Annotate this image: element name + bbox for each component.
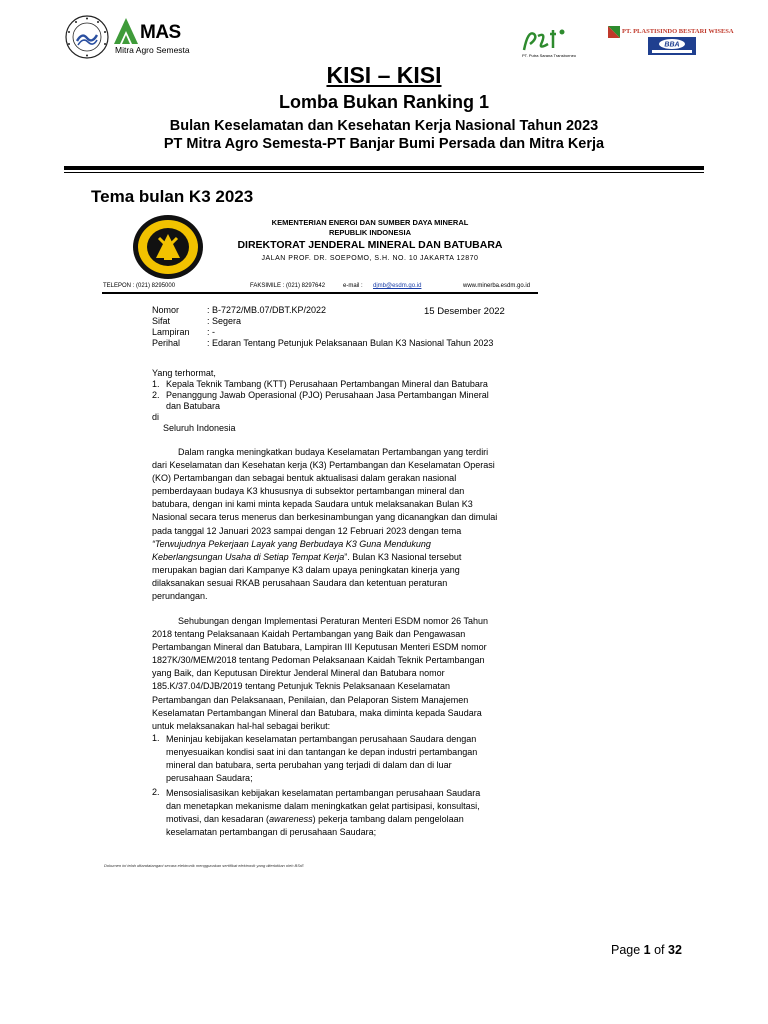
awareness-term: awareness bbox=[269, 814, 313, 825]
addressee-item-2-line1: Penanggung Jawab Operasional (PJO) Perusahaan Jasa Pertambangan Mineral bbox=[166, 390, 489, 400]
paragraph-1-line: batubara, dengan ini kami minta kepada Saudara untuk melaksanakan Bulan K3 bbox=[152, 499, 473, 510]
paragraph-2-line: Sehubungan dengan Implementasi Peraturan Menteri ESDM nomor 26 Tahun bbox=[178, 616, 489, 626]
paragraph-2-line: 1827K/30/MEM/2018 tentang Pedoman Pelaksanaan Kaidah Teknik Pertambangan bbox=[152, 655, 485, 666]
addressee-di: di bbox=[152, 412, 160, 422]
sifat-value: : Segera bbox=[207, 316, 242, 326]
letterhead-country: REPUBLIK INDONESIA bbox=[328, 228, 412, 237]
perihal-value: : Edaran Tentang Petunjuk Pelaksanaan Bulan K3 Nasional Tahun 2023 bbox=[207, 338, 494, 348]
list-number-1: 1. bbox=[152, 733, 160, 743]
letterhead-directorate: DIREKTORAT JENDERAL MINERAL DAN BATUBARA bbox=[237, 239, 503, 251]
list-item-2-text-b: ) pekerja tambang dalam pengelolaan bbox=[312, 814, 464, 825]
nomor-label: Nomor bbox=[152, 305, 180, 315]
pst-tagline: PT. Putra Sarana Transborneo bbox=[522, 53, 577, 58]
list-item-2-line: keselamatan pertambangan di perusahaan Saudara; bbox=[166, 827, 377, 838]
letterhead-ministry: KEMENTERIAN ENERGI DAN SUMBER DAYA MINERAL bbox=[271, 218, 469, 227]
page-current: 1 bbox=[643, 943, 651, 957]
page-prefix: Page bbox=[611, 943, 644, 957]
letterhead-email-link[interactable]: djmb@esdm.go.id bbox=[373, 283, 422, 289]
paragraph-1-line: Nasional secara terus menerus dan berkesinambungan yang dicanangkan dan dimulai bbox=[152, 512, 498, 523]
lampiran-value: : - bbox=[207, 327, 215, 337]
letter-date: 15 Desember 2022 bbox=[424, 306, 505, 317]
paragraph-1-line: merupakan bagian dari Kampanye K3 dalam upaya peningkatan kinerja yang bbox=[152, 564, 460, 575]
paragraph-1-theme-line-2 bbox=[152, 551, 502, 564]
list-item-2-text-a: motivasi, dan kesadaran ( bbox=[166, 814, 270, 825]
letterhead-website: www.minerba.esdm.go.id bbox=[463, 283, 531, 289]
paragraph-1-line: dari Keselamatan dan Kesehatan kerja (K3) Pertambangan dan Keselamatan Operasi bbox=[152, 460, 495, 471]
paragraph-1-theme-line: “Terwujudnya Pekerjaan Layak yang Berbudaya K3 Guna Mendukung bbox=[152, 538, 431, 549]
theme-text: Keberlangsungan Usaha di Setiap Tempat Kerja bbox=[152, 551, 345, 562]
list-item-1 bbox=[166, 733, 502, 785]
greeting: Yang terhormat, bbox=[152, 368, 216, 378]
list-item-2-line bbox=[166, 813, 502, 826]
event-title: Bulan Keselamatan dan Kesehatan Kerja Nasional Tahun 2023 bbox=[169, 118, 599, 134]
theme-suffix: ”. Bulan K3 Nasional tersebut bbox=[344, 551, 462, 562]
letterhead-divider bbox=[102, 292, 538, 294]
letterhead-email-label: e-mail : bbox=[343, 283, 363, 289]
esdm-emblem-icon bbox=[132, 214, 204, 280]
perihal-label: Perihal bbox=[152, 338, 181, 348]
paragraph-2-line: Pertambangan Mineral dan Batubara, Lampiran III Keputusan Menteri ESDM nomor bbox=[152, 642, 487, 653]
paragraph-2 bbox=[152, 615, 502, 733]
addressee-item-2-line2: dan Batubara bbox=[166, 401, 221, 411]
paragraph-1-line: Dalam rangka meningkatkan budaya Keselamatan Pertambangan yang terdiri bbox=[178, 447, 489, 457]
page-total: 32 bbox=[668, 943, 682, 957]
svg-text:BBA: BBA bbox=[664, 41, 680, 49]
letterhead-phone: TELEPON : (021) 8295000 bbox=[103, 283, 176, 289]
header-divider-thin bbox=[64, 172, 704, 173]
paragraph-2-line: Pertambangan dan Pelaksanaan, Penilaian, dan Pelaporan Sistem Manajemen bbox=[152, 694, 469, 705]
header-divider bbox=[64, 166, 704, 170]
lampiran-label: Lampiran bbox=[152, 327, 190, 337]
list-number-2: 2. bbox=[152, 787, 160, 797]
list-item-1-line: mineral dan batubara, serta perubahan yang terjadi di dalam dan di luar bbox=[166, 760, 452, 771]
letterhead-fax: FAKSIMILE : (021) 8297642 bbox=[250, 283, 326, 289]
paragraph-1-line: (KO) Pertambangan dan sebagai bentuk aktualisasi dalam gerakan nasional bbox=[152, 473, 457, 484]
paragraph-1-line: perundangan. bbox=[152, 591, 208, 602]
addressee-num-1: 1. bbox=[152, 379, 160, 389]
mas-tagline: Mitra Agro Semesta bbox=[115, 45, 190, 55]
list-item-1-line: menyesuaikan kondisi saat ini dan tantangan ke depan industri pertambangan bbox=[166, 747, 478, 758]
letterhead-address: JALAN PROF. DR. SOEPOMO, S.H. NO. 10 JAKARTA 12870 bbox=[261, 255, 479, 262]
paragraph-1-line: dilaksanakan sesuai RKAB perusahaan Saudara dan ketentuan peraturan bbox=[152, 577, 448, 588]
list-item-2-line: Mensosialisasikan kebijakan keselamatan pertambangan perusahaan Saudara bbox=[166, 788, 481, 798]
page-title: KISI – KISI bbox=[326, 62, 442, 88]
addressee-num-2: 2. bbox=[152, 390, 160, 400]
banjar-bumi-persada-logo bbox=[64, 14, 110, 60]
nomor-value: : B-7272/MB.07/DBT.KP/2022 bbox=[207, 305, 327, 315]
paragraph-2-line: 2018 tentang Pelaksanaan Kaidah Pertambangan yang Baik dan Pengawasan bbox=[152, 629, 466, 640]
plastisindo-name: PT. PLASTISINDO BESTARI WISESA bbox=[622, 28, 734, 35]
page-of: of bbox=[650, 943, 668, 957]
section-heading: Tema bulan K3 2023 bbox=[91, 187, 254, 206]
organizer-line: PT Mitra Agro Semesta-PT Banjar Bumi Persada dan Mitra Kerja bbox=[163, 136, 605, 152]
page-subtitle: Lomba Bukan Ranking 1 bbox=[278, 92, 490, 112]
paragraph-2-line: Keselamatan Pertambangan Mineral dan Batubara, maka diminta kepada Saudara bbox=[152, 707, 482, 718]
paragraph-2-line: untuk melaksanakan hal-hal sebagai berikut: bbox=[152, 720, 331, 731]
list-item-1-line: Meninjau kebijakan keselamatan pertambangan perusahaan Saudara dengan bbox=[166, 734, 477, 744]
bba-logo bbox=[648, 37, 696, 55]
esign-note: Dokumen ini telah ditandatangani secara elektronik menggunakan sertifikat elektronik yang diterbitkan oleh BSrE bbox=[104, 863, 304, 868]
list-item-1-line: perusahaan Saudara; bbox=[166, 773, 253, 784]
addressee-location: Seluruh Indonesia bbox=[163, 423, 236, 433]
page-number bbox=[611, 943, 682, 957]
paragraph-2-line: 185.K/37.04/DJB/2019 tentang Petunjuk Teknis Pelaksanaan Keselamatan bbox=[152, 681, 451, 692]
addressee-item-1: Kepala Teknik Tambang (KTT) Perusahaan Pertambangan Mineral dan Batubara bbox=[166, 379, 488, 389]
paragraph-1-line: pemberdayaan budaya K3 khususnya di subsektor pertambangan mineral dan bbox=[152, 486, 465, 497]
paragraph-1-line: pada tanggal 12 Januari 2023 sampai dengan 12 Februari 2023 dengan tema bbox=[152, 525, 462, 536]
paragraph-2-line: yang Baik, dan Keputusan Direktur Jenderal Mineral dan Batubara nomor bbox=[152, 668, 445, 679]
sifat-label: Sifat bbox=[152, 316, 171, 326]
mas-logo-text: MAS bbox=[140, 22, 181, 43]
list-item-2-line: dan menetapkan mekanisme dalam meningkatkan gelat partisipasi, konsultasi, bbox=[166, 801, 480, 812]
paragraph-1 bbox=[152, 446, 502, 603]
list-item-2 bbox=[166, 787, 502, 839]
